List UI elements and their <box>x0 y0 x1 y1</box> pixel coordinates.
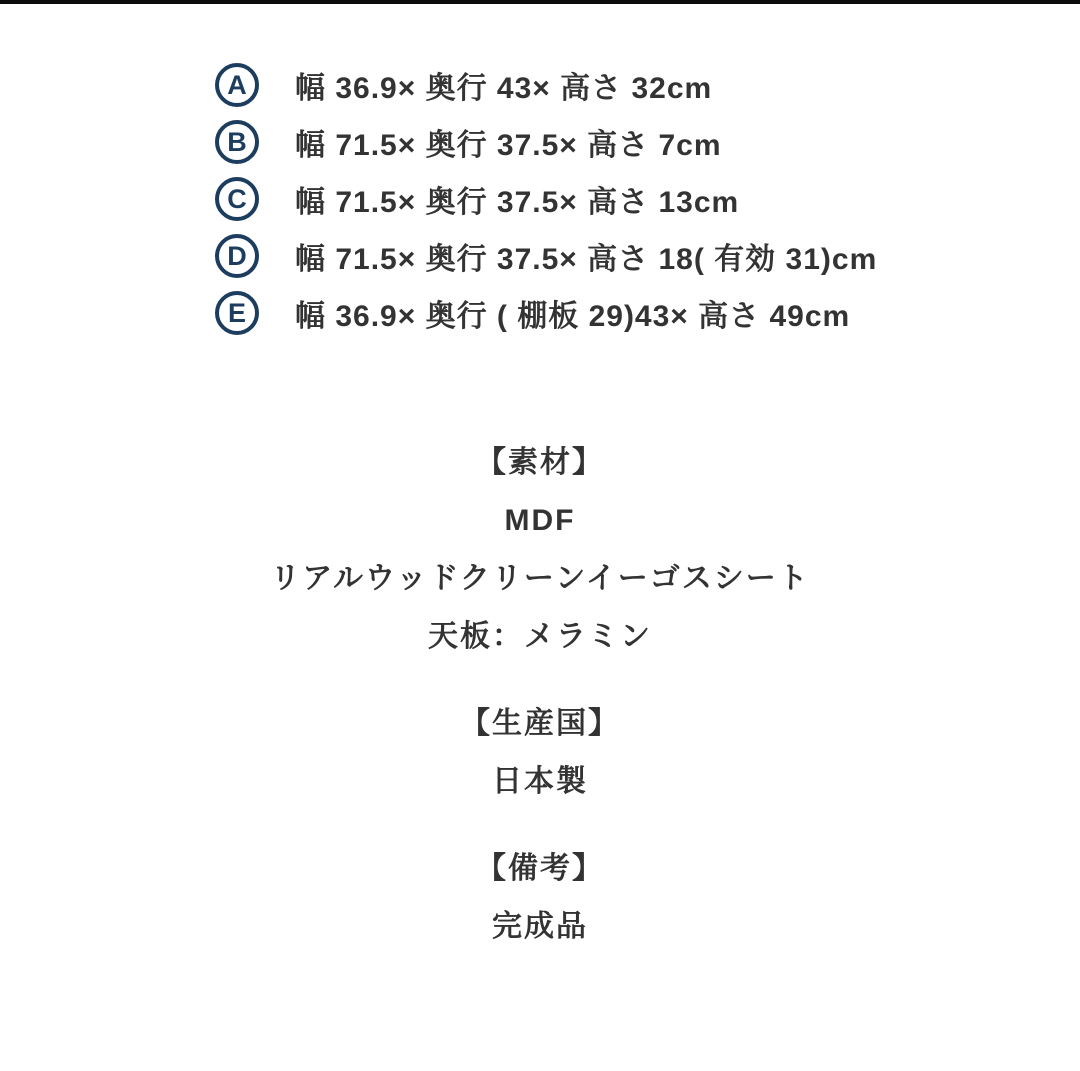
spec-row-e-text: 幅 36.9× 奥行 ( 棚板 29)43× 高さ 49cm <box>295 300 851 333</box>
spec-row-a <box>215 63 877 107</box>
material-line-top-board: 天板：メラミン <box>428 620 652 653</box>
spec-row-a-text: 幅 36.9× 奥行 43× 高さ 32cm <box>295 72 713 105</box>
circle-letter-c-badge: C <box>215 177 259 221</box>
dimension-spec-list <box>215 63 877 348</box>
circle-letter-d-badge: D <box>215 234 259 278</box>
notes-heading: 【備考】 <box>476 852 604 885</box>
origin-line-japan: 日本製 <box>492 765 588 798</box>
spec-row-c-text: 幅 71.5× 奥行 37.5× 高さ 13cm <box>295 186 740 219</box>
spec-row-e <box>215 291 877 335</box>
notes-line-assembled: 完成品 <box>492 910 588 943</box>
origin-heading: 【生産国】 <box>460 707 620 740</box>
circle-letter-e-badge: E <box>215 291 259 335</box>
spec-row-b <box>215 120 877 164</box>
spec-row-b-text: 幅 71.5× 奥行 37.5× 高さ 7cm <box>295 129 722 162</box>
circle-letter-b-badge: B <box>215 120 259 164</box>
material-line-sheet: リアルウッドクリーンイーゴスシート <box>270 562 810 595</box>
top-divider <box>0 0 1080 4</box>
material-line-mdf: MDF <box>504 504 576 537</box>
spec-row-d <box>215 234 877 278</box>
material-heading: 【素材】 <box>476 446 604 479</box>
circle-letter-a-badge: A <box>215 63 259 107</box>
spec-row-d-text: 幅 71.5× 奥行 37.5× 高さ 18( 有効 31)cm <box>295 243 878 276</box>
spec-row-c <box>215 177 877 221</box>
product-info-block <box>0 448 1080 970</box>
